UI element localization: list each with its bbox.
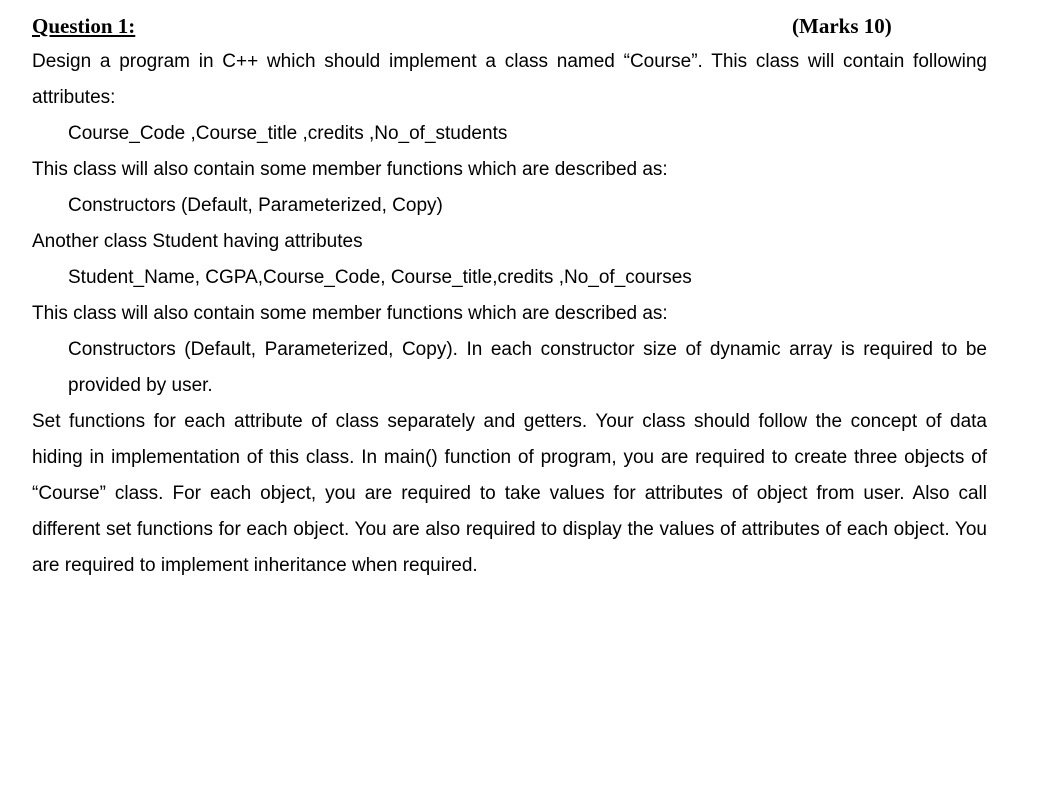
student-class-intro: Another class Student having attributes [32,231,363,252]
assignment-document [32,10,987,584]
course-constructors: Constructors (Default, Parameterized, Copy) [68,195,443,216]
question-marks: (Marks 10) [792,14,892,38]
course-attributes: Course_Code ,Course_title ,credits ,No_of_students [68,123,508,144]
question-heading [32,10,987,44]
student-constructors: Constructors (Default, Parameterized, Copy). In each constructor size of dynamic array is required to be provided by user. [68,339,987,396]
student-functions-intro: This class will also contain some member functions which are described as: [32,303,668,324]
requirements-paragraph: Set functions for each attribute of class separately and getters. Your class should follow the concept of data hiding in implementation of this class. In main() function of program, you are required to create three objects of “Course” class. For each object, you are required to take values for attributes of object from user. Also call different set functions for each object. You are also required to display the values of attributes of each object. You are required to implement inheritance when required. [32,411,987,576]
course-functions-intro: This class will also contain some member functions which are described as: [32,159,668,180]
question-title: Question 1: [32,14,136,38]
intro-paragraph: Design a program in C++ which should implement a class named “Course”. This class will contain following attributes: [32,51,987,108]
student-attributes: Student_Name, CGPA,Course_Code, Course_title,credits ,No_of_courses [68,267,692,288]
